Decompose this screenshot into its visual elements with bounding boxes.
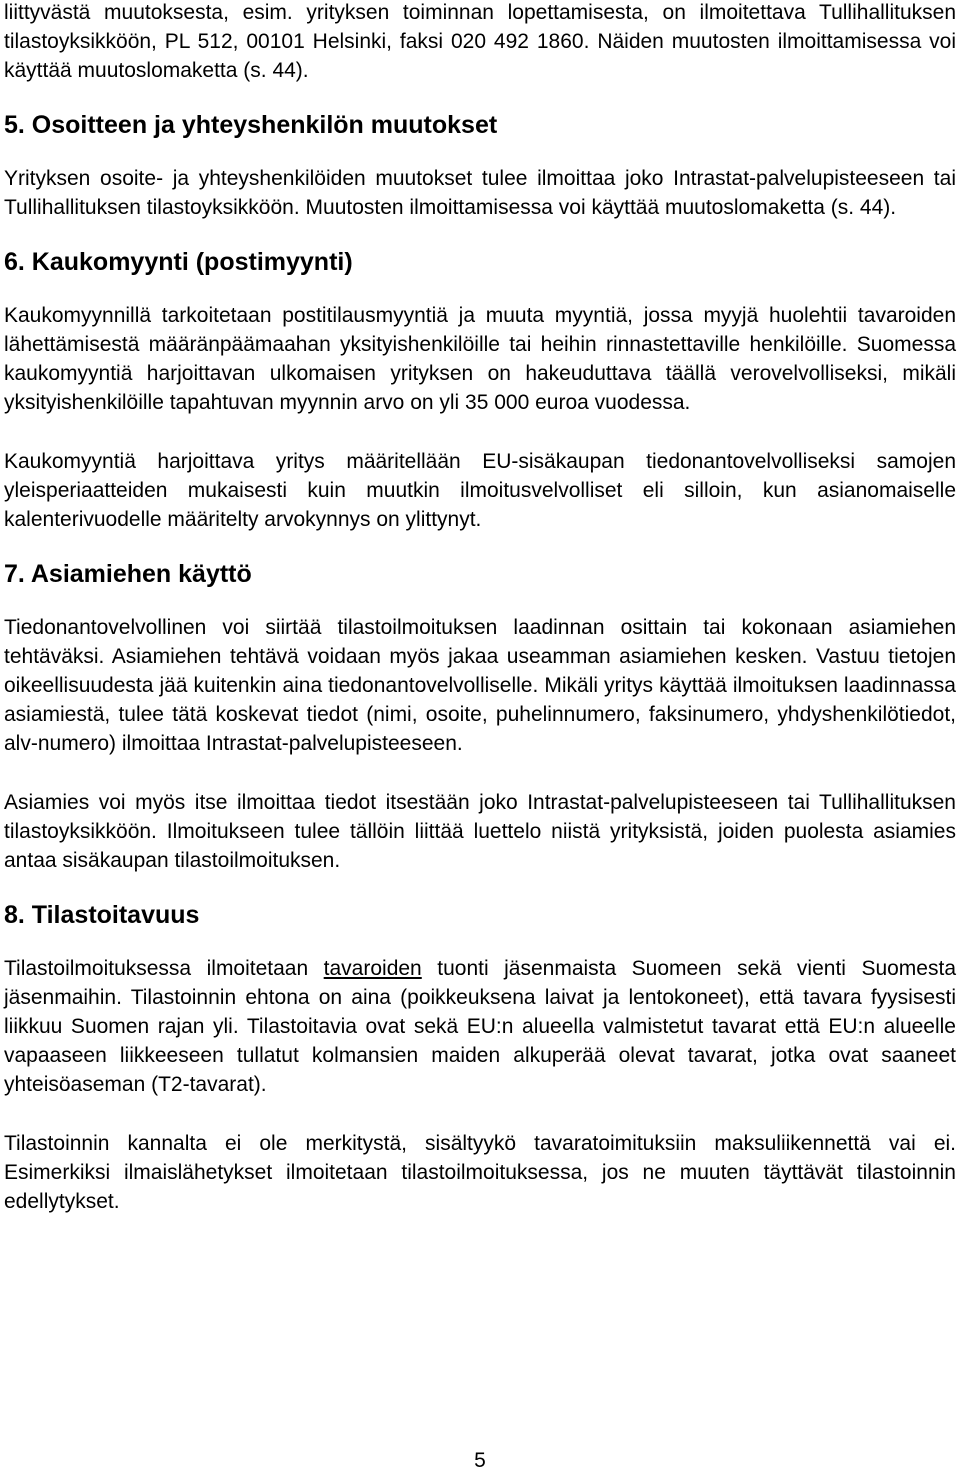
section-7-paragraph-1: Tiedonantovelvollinen voi siirtää tilastoilmoituksen laadinnan osittain tai kokonaan asiamiehen tehtäväksi. Asiamiehen tehtävä voidaan myös jakaa useamman asiamiehen kesken. Vastuu tietojen oikeellisuudesta jää kuitenkin aina tiedonantovelvolliselle. Mikäli yritys käyttää ilmoituksen laadinnassa asiamiestä, tulee tätä koskevat tiedot (nimi, osoite, puhelinnumero, faksinumero, yhdyshenkilötiedot, alv-numero) ilmoittaa Intrastat-palvelupisteeseen. (4, 616, 956, 755)
section-6-heading: 6. Kaukomyynti (postimyynti) (4, 248, 353, 276)
section-8-paragraph-1 (4, 954, 956, 1099)
section-5-heading: 5. Osoitteen ja yhteyshenkilön muutokset (4, 111, 498, 139)
section-8-p1-before: Tilastoilmoituksessa ilmoitetaan (4, 957, 324, 980)
page-number: 5 (474, 1449, 486, 1472)
section-8-heading: 8. Tilastoitavuus (4, 901, 200, 929)
document-page (4, 0, 956, 1216)
section-8-p1-after: tuonti jäsenmaista Suomeen sekä vienti Suomesta jäsenmaihin. Tilastoinnin ehtona on aina (poikkeuksena laivat ja lentokoneet), että tavara fyysisesti liikkuu Suomen rajan yli. Tilastoitavia ovat sekä EU:n alueella valmistetut tavarat että EU:n alueelle vapaaseen liikkeeseen tullatut kolmansien maiden alkuperää olevat tavarat, jotka ovat saaneet yhteisöaseman (T2-tavarat). (4, 957, 956, 1096)
intro-paragraph: liittyvästä muutoksesta, esim. yrityksen toiminnan lopettamisesta, on ilmoitettava Tullihallituksen tilastoyksikköön, PL 512, 00101 Helsinki, faksi 020 492 1860. Näiden muutosten ilmoittamisessa voi käyttää muutoslomaketta (s. 44). (4, 1, 956, 82)
section-7-heading: 7. Asiamiehen käyttö (4, 560, 252, 588)
section-6-paragraph-2: Kaukomyyntiä harjoittava yritys määritellään EU-sisäkaupan tiedonantovelvolliseksi samojen yleisperiaatteiden mukaisesti kuin muutkin ilmoitusvelvolliset eli silloin, kun asianomaiselle kalenterivuodelle määritelty arvokynnys on ylittynyt. (4, 450, 956, 531)
section-7-paragraph-2: Asiamies voi myös itse ilmoittaa tiedot itsestään joko Intrastat-palvelupisteeseen tai Tullihallituksen tilastoyksikköön. Ilmoitukseen tulee tällöin liittää luettelo niistä yrityksistä, joiden puolesta asiamies antaa sisäkaupan tilastoilmoituksen. (4, 791, 956, 872)
section-6-paragraph-1: Kaukomyynnillä tarkoitetaan postitilausmyyntiä ja muuta myyntiä, jossa myyjä huolehtii tavaroiden lähettämisestä määränpäämaahan yksityishenkilöille tai heihin rinnastettaville henkilöille. Suomessa kaukomyyntiä harjoittavan ulkomaisen yrityksen on hakeuduttava täällä verovelvolliseksi, mikäli yksityishenkilöille tapahtuvan myynnin arvo on yli 35 000 euroa vuodessa. (4, 304, 956, 414)
tavaroiden-link[interactable]: tavaroiden (323, 957, 422, 980)
section-8-paragraph-2: Tilastoinnin kannalta ei ole merkitystä, sisältyykö tavaratoimituksiin maksuliikennettä vai ei. Esimerkiksi ilmaislähetykset ilmoitetaan tilastoilmoituksessa, jos ne muuten täyttävät tilastoinnin edellytykset. (4, 1132, 956, 1213)
section-5-paragraph: Yrityksen osoite- ja yhteyshenkilöiden muutokset tulee ilmoittaa joko Intrastat-palvelupisteeseen tai Tullihallituksen tilastoyksikköön. Muutosten ilmoittamisessa voi käyttää muutoslomaketta (s. 44). (4, 167, 956, 219)
